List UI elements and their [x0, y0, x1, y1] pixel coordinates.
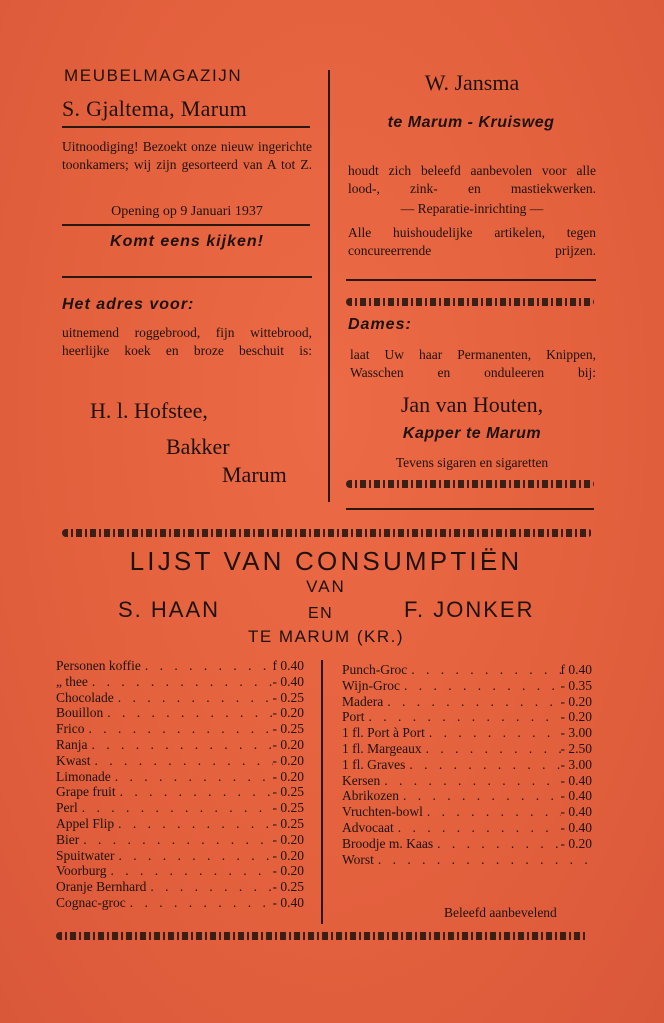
bakker-heading: Het adres voor:: [62, 296, 195, 313]
price-row: [56, 832, 304, 848]
price-row: [342, 741, 592, 757]
price-row: [56, 753, 304, 769]
list-ornament-bottom: [56, 932, 588, 940]
list-closing: Beleefd aanbevelend: [444, 905, 557, 920]
price-row: [342, 773, 592, 789]
price-list-right: [342, 662, 592, 867]
leader-dots: [365, 709, 561, 725]
list-place: TE MARUM (KR.): [247, 627, 405, 646]
item-name: Kwast: [56, 752, 91, 768]
item-price: - 0.20: [272, 863, 304, 879]
bakker-name: H. l. Hofstee,: [90, 398, 208, 423]
item-name: Kersen: [342, 772, 381, 788]
price-row: [342, 852, 592, 868]
meubel-slogan: Komt eens kijken!: [110, 233, 264, 250]
item-price: - 0.20: [560, 693, 592, 709]
leader-dots: [423, 804, 561, 820]
leader-dots: [115, 848, 273, 864]
price-row: [56, 658, 304, 674]
item-name: Madera: [342, 693, 384, 709]
price-row: [342, 804, 592, 820]
leader-dots: [399, 788, 561, 804]
item-price: - 0.40: [560, 788, 592, 804]
item-price: - 0.40: [272, 673, 304, 689]
meubel-body: Uitnoodiging! Bezoekt onze nieuw ingerichte toonkamers; wij zijn gesorteerd van A tot Z.: [62, 139, 312, 172]
item-price: - 0.25: [272, 784, 304, 800]
item-price: - 0.25: [272, 689, 304, 705]
right-ornament-top: [346, 298, 594, 306]
item-price: - 0.35: [560, 677, 592, 693]
leader-dots: [79, 832, 272, 848]
item-name: Appel Flip: [56, 815, 115, 831]
leader-dots: [78, 800, 273, 816]
jansma-body1: houdt zich beleefd aanbevolen voor alle lood-, zink- en mastiekwerken.: [348, 163, 596, 196]
item-name: Frico: [56, 721, 85, 737]
kapper-name: Jan van Houten,: [400, 392, 544, 417]
price-row: [56, 895, 304, 911]
item-price: - 0.40: [560, 804, 592, 820]
left-middle-rule: [62, 276, 312, 278]
item-name: 1 fl. Port à Port: [342, 725, 425, 741]
right-middle-rule: [346, 279, 596, 281]
item-name: Bier: [56, 831, 80, 847]
item-price: f 0.40: [560, 662, 592, 677]
item-price: f 0.40: [272, 658, 304, 673]
price-row: [56, 816, 304, 832]
list-van: VAN: [306, 577, 346, 596]
item-name: 1 fl. Graves: [342, 756, 406, 772]
item-name: Personen koffie: [56, 658, 141, 673]
leader-dots: [407, 662, 560, 678]
item-name: Voorburg: [56, 863, 107, 879]
bakker-line2: Bakker: [166, 434, 230, 459]
item-price: - 0.20: [272, 847, 304, 863]
jansma-place: te Marum - Kruisweg: [387, 114, 555, 131]
item-price: - 0.20: [272, 752, 304, 768]
item-price: - 0.20: [272, 768, 304, 784]
kapper-body: laat Uw haar Permanenten, Knippen, Wasschen en onduleeren bij:: [350, 347, 596, 380]
price-row: [56, 721, 304, 737]
item-price: - 0.40: [560, 772, 592, 788]
item-price: - 0.25: [272, 815, 304, 831]
item-name: Bouillon: [56, 705, 104, 721]
item-price: - 0.20: [560, 709, 592, 725]
item-price: - 0.25: [272, 721, 304, 737]
bakker-line3: Marum: [222, 462, 287, 487]
price-row: [342, 788, 592, 804]
meubel-underline: [62, 126, 310, 128]
upper-column-divider: [328, 70, 330, 502]
item-price: - 0.40: [560, 819, 592, 835]
leader-dots: [405, 757, 560, 773]
item-name: Wijn-Groc: [342, 677, 400, 693]
item-name: 1 fl. Margeaux: [342, 740, 422, 756]
price-row: [342, 836, 592, 852]
list-column-divider: [321, 660, 323, 924]
price-row: [342, 678, 592, 694]
item-name: Limonade: [56, 768, 111, 784]
item-name: Perl: [56, 800, 78, 816]
kapper-heading: Dames:: [348, 316, 412, 333]
list-ornament-top: [62, 529, 592, 537]
kapper-extra: Tevens sigaren en sigaretten: [395, 455, 549, 470]
price-row: [56, 705, 304, 721]
price-row: [56, 674, 304, 690]
leader-dots: [107, 863, 273, 879]
leader-dots: [400, 678, 561, 694]
meubel-opening: Opening op 9 Januari 1937: [111, 204, 263, 219]
price-row: [56, 848, 304, 864]
list-en: EN: [308, 605, 334, 622]
leader-dots: [114, 690, 273, 706]
price-row: [56, 690, 304, 706]
item-price: - 0.20: [272, 736, 304, 752]
item-price: - 0.40: [272, 894, 304, 910]
price-row: [56, 879, 304, 895]
leader-dots: [141, 658, 273, 674]
leader-dots: [146, 879, 272, 895]
meubel-rule: [62, 224, 310, 226]
item-name: Advocaat: [342, 819, 394, 835]
price-row: [342, 820, 592, 836]
jansma-body2: Alle huishoudelijke artikelen, tegen concureerrende prijzen.: [348, 225, 596, 258]
list-owner2: F. JONKER: [404, 597, 535, 622]
jansma-name: W. Jansma: [424, 70, 520, 95]
price-row: [56, 863, 304, 879]
item-price: - 3.00: [560, 725, 592, 741]
item-name: Broodje m. Kaas: [342, 835, 434, 851]
leader-dots: [126, 895, 273, 911]
item-price: - 3.00: [560, 756, 592, 772]
item-name: Cognac-groc: [56, 894, 126, 910]
leader-dots: [116, 784, 273, 800]
item-name: Grape fruit: [56, 784, 116, 800]
leader-dots: [433, 836, 560, 852]
leader-dots: [88, 737, 273, 753]
jansma-repair: — Reparatie-inrichting —: [400, 201, 544, 216]
price-row: [56, 800, 304, 816]
item-name: „ thee: [56, 673, 88, 689]
item-price: - 2.50: [560, 740, 592, 756]
kapper-title: Kapper te Marum: [402, 425, 542, 442]
leader-dots: [422, 741, 561, 757]
price-row: [56, 737, 304, 753]
right-ornament-bottom: [346, 480, 594, 488]
item-price: - 0.20: [272, 831, 304, 847]
item-name: Vruchten-bowl: [342, 804, 423, 820]
list-top-rule: [346, 508, 594, 510]
price-row: [342, 757, 592, 773]
price-row: [342, 725, 592, 741]
item-name: Punch-Groc: [342, 662, 408, 677]
price-row: [56, 769, 304, 785]
item-price: - 0.20: [560, 835, 592, 851]
item-name: Port: [342, 709, 365, 725]
leader-dots: [88, 674, 273, 690]
leader-dots: [103, 705, 272, 721]
price-list-left: [56, 658, 304, 911]
leader-dots: [91, 753, 273, 769]
price-row: [56, 784, 304, 800]
item-price: - 0.25: [272, 800, 304, 816]
leader-dots: [114, 816, 272, 832]
item-name: Ranja: [56, 736, 88, 752]
leader-dots: [85, 721, 273, 737]
leader-dots: [380, 773, 560, 789]
price-row: [342, 694, 592, 710]
meubel-name: S. Gjaltema, Marum: [62, 96, 248, 121]
item-name: Spuitwater: [56, 847, 115, 863]
item-name: Oranje Bernhard: [56, 879, 147, 895]
item-name: Worst: [342, 851, 374, 867]
price-row: [342, 709, 592, 725]
bakker-body: uitnemend roggebrood, fijn wittebrood, heerlijke koek en broze beschuit is:: [62, 325, 312, 358]
leader-dots: [425, 725, 561, 741]
leader-dots: [374, 852, 592, 868]
leader-dots: [111, 769, 273, 785]
item-price: - 0.25: [272, 879, 304, 895]
list-title: LIJST VAN CONSUMPTIËN: [129, 546, 523, 576]
price-row: [342, 662, 592, 678]
meubel-title: MEUBELMAGAZIJN: [64, 66, 243, 85]
item-price: - 0.20: [272, 705, 304, 721]
item-name: Abrikozen: [342, 788, 399, 804]
leader-dots: [383, 694, 560, 710]
leader-dots: [394, 820, 561, 836]
list-owner1: S. HAAN: [118, 597, 221, 622]
item-name: Chocolade: [56, 689, 114, 705]
